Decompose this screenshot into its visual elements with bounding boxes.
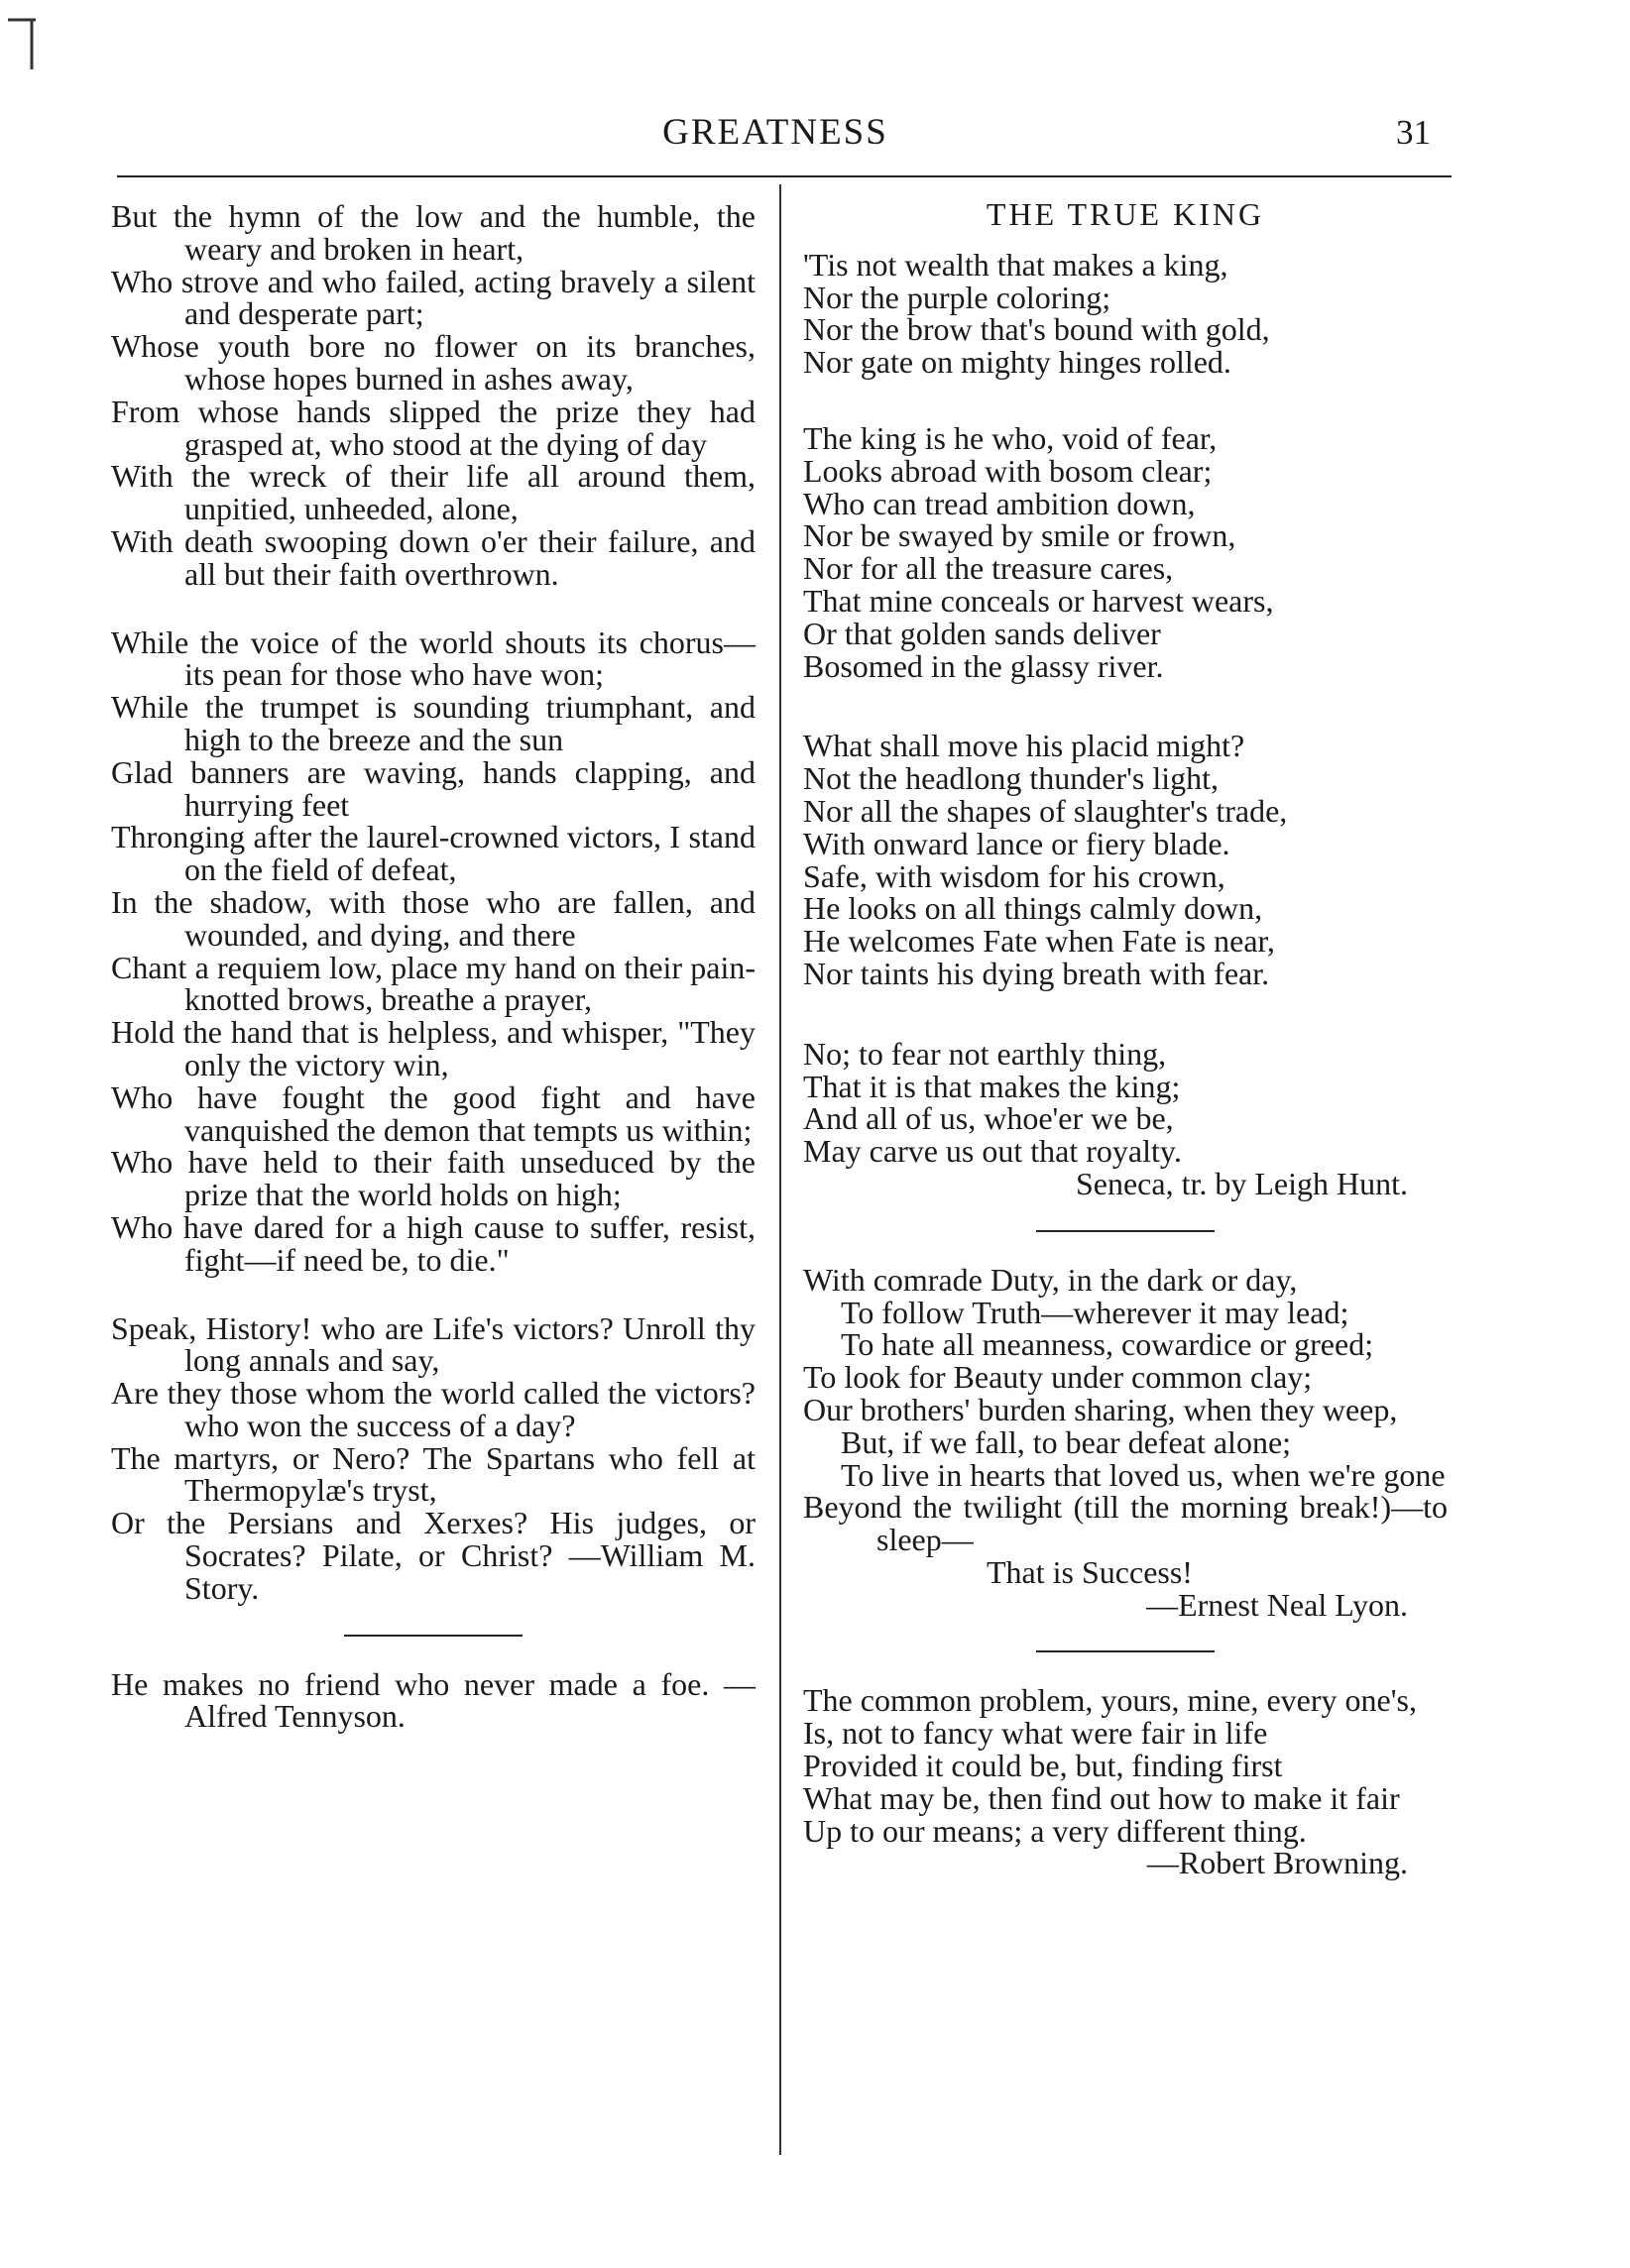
- verse-line: The common problem, yours, mine, every one's,: [803, 1682, 1417, 1719]
- verse-line: Speak, History! who are Life's victors? Unroll thy long annals and say,: [111, 1309, 756, 1379]
- verse-line: Or that golden sands deliver: [803, 615, 1161, 651]
- page-number: 31: [1396, 113, 1431, 152]
- verse-line: Provided it could be, but, finding first: [803, 1748, 1283, 1784]
- verse-line: To live in hearts that loved us, when we're gone: [841, 1456, 1446, 1493]
- verse-line: Who strove and who failed, acting bravely a silent and desperate part;: [111, 263, 756, 332]
- verse-line: Nor taints his dying breath with fear.: [803, 955, 1270, 991]
- poem-attribution: Seneca, tr. by Leigh Hunt.: [1075, 1165, 1408, 1201]
- verse-line: Whose youth bore no flower on its branches, whose hopes burned in ashes away,: [111, 328, 756, 397]
- verse-line: Thronging after the laurel-crowned victors, I stand on the field of defeat,: [111, 819, 756, 888]
- verse-line: 'Tis not wealth that makes a king,: [803, 246, 1228, 283]
- verse-line: Who have fought the good fight and have vanquished the demon that tempts us within;: [111, 1078, 756, 1148]
- left-column: [111, 200, 756, 1768]
- true-king-stanza-3: [803, 730, 1448, 989]
- verse-line: With onward lance or fiery blade.: [803, 825, 1230, 861]
- verse-line: Who have held to their faith unseduced by the prize that the world holds on high;: [111, 1144, 756, 1213]
- browning-attribution: —Robert Browning.: [1146, 1845, 1408, 1881]
- verse-line: Who have dared for a high cause to suffer, resist, fight—if need be, to die.": [111, 1208, 756, 1278]
- verse-line: No; to fear not earthly thing,: [803, 1035, 1167, 1072]
- verse-line: Safe, with wisdom for his crown,: [803, 857, 1225, 894]
- verse-line: Nor the purple coloring;: [803, 279, 1111, 315]
- header-rule: [117, 175, 1452, 177]
- verse-line: Bosomed in the glassy river.: [803, 647, 1164, 684]
- verse-line: Hold the hand that is helpless, and whisper, "They only the victory win,: [111, 1014, 756, 1082]
- running-title: GREATNESS: [662, 112, 888, 153]
- tennyson-quote: [111, 1665, 756, 1735]
- verse-line: But, if we fall, to bear defeat alone;: [841, 1423, 1292, 1460]
- true-king-stanza-4: [803, 1035, 1448, 1201]
- column-divider: [779, 184, 781, 2155]
- verse-line: With the wreck of their life all around them, unpitied, unheeded, alone,: [111, 458, 756, 527]
- verse-line: Nor gate on mighty hinges rolled.: [803, 344, 1231, 381]
- verse-line: And all of us, whoe'er we be,: [803, 1100, 1174, 1137]
- verse-line: Nor the brow that's bound with gold,: [803, 311, 1270, 348]
- verse-line: But the hymn of the low and the humble, the weary and broken in heart,: [111, 198, 756, 267]
- corner-crop-mark: [6, 12, 42, 71]
- verse-line: He looks on all things calmly down,: [803, 890, 1263, 927]
- verse-line: Looks abroad with bosom clear;: [803, 452, 1213, 489]
- verse-line: Nor all the shapes of slaughter's trade,: [803, 792, 1288, 829]
- quote-line: He makes no friend who never made a foe. —Alfred Tennyson.: [111, 1665, 756, 1735]
- verse-line: Beyond the twilight (till the morning break!)—to sleep—: [803, 1489, 1448, 1558]
- verse-line: Glad banners are waving, hands clapping, and hurrying feet: [111, 753, 756, 823]
- right-column: [803, 198, 1448, 1915]
- verse-line: The martyrs, or Nero? The Spartans who fell at Thermopylæ's tryst,: [111, 1439, 756, 1509]
- verse-line: That it is that makes the king;: [803, 1068, 1181, 1104]
- verse-line: To follow Truth—wherever it may lead;: [841, 1294, 1349, 1330]
- verse-line: Up to our means; a very different thing.: [803, 1812, 1307, 1849]
- verse-line: Not the headlong thunder's light,: [803, 760, 1220, 797]
- hymn-stanza-1: [111, 200, 756, 591]
- verse-line: What shall move his placid might?: [803, 728, 1245, 764]
- verse-line: The king is he who, void of fear,: [803, 419, 1218, 456]
- verse-line: To hate all meanness, cowardice or greed;: [841, 1326, 1374, 1363]
- verse-line: While the trumpet is sounding triumphant, and high to the breeze and the sun: [111, 689, 756, 757]
- verse-line: With death swooping down o'er their failure, and all but their faith overthrown.: [111, 522, 756, 592]
- verse-line: Nor be swayed by smile or frown,: [803, 517, 1236, 554]
- hymn-stanza-2: [111, 626, 756, 1277]
- verse-line: Is, not to fancy what were fair in life: [803, 1715, 1268, 1752]
- verse-line: Chant a requiem low, place my hand on their pain-knotted brows, breathe a prayer,: [111, 949, 756, 1018]
- verse-line: Our brothers' burden sharing, when they weep,: [803, 1391, 1398, 1427]
- verse-line: He welcomes Fate when Fate is near,: [803, 923, 1275, 960]
- duty-poem: [803, 1261, 1448, 1623]
- browning-poem: [803, 1684, 1448, 1879]
- section-divider: [1036, 1650, 1215, 1652]
- true-king-stanza-2: [803, 419, 1448, 684]
- verse-line: That mine conceals or harvest wears,: [803, 582, 1274, 619]
- verse-line: May carve us out that royalty.: [803, 1133, 1182, 1170]
- verse-line: Are they those whom the world called the victors? who won the success of a day?: [111, 1375, 756, 1443]
- verse-line: Or the Persians and Xerxes? His judges, or Socrates? Pilate, or Christ? —William M. Story.: [111, 1505, 756, 1606]
- verse-line: In the shadow, with those who are fallen, and wounded, and dying, and there: [111, 883, 756, 953]
- verse-line: With comrade Duty, in the dark or day,: [803, 1261, 1298, 1298]
- verse-line: While the voice of the world shouts its chorus—its pean for those who have won;: [111, 624, 756, 693]
- section-divider: [1036, 1230, 1215, 1232]
- true-king-stanza-1: [803, 246, 1448, 381]
- verse-line: What may be, then find out how to make it fair: [803, 1779, 1400, 1816]
- poem-title: THE TRUE KING: [986, 196, 1265, 232]
- duty-attribution: —Ernest Neal Lyon.: [1146, 1586, 1408, 1623]
- verse-line: From whose hands slipped the prize they had grasped at, who stood at the dying of day: [111, 393, 756, 462]
- section-divider: [344, 1635, 523, 1637]
- verse-line: That is Success!: [987, 1553, 1193, 1590]
- history-stanza: [111, 1309, 756, 1606]
- verse-line: To look for Beauty under common clay;: [803, 1359, 1313, 1396]
- verse-line: Nor for all the treasure cares,: [803, 550, 1174, 587]
- verse-line: Who can tread ambition down,: [803, 485, 1196, 521]
